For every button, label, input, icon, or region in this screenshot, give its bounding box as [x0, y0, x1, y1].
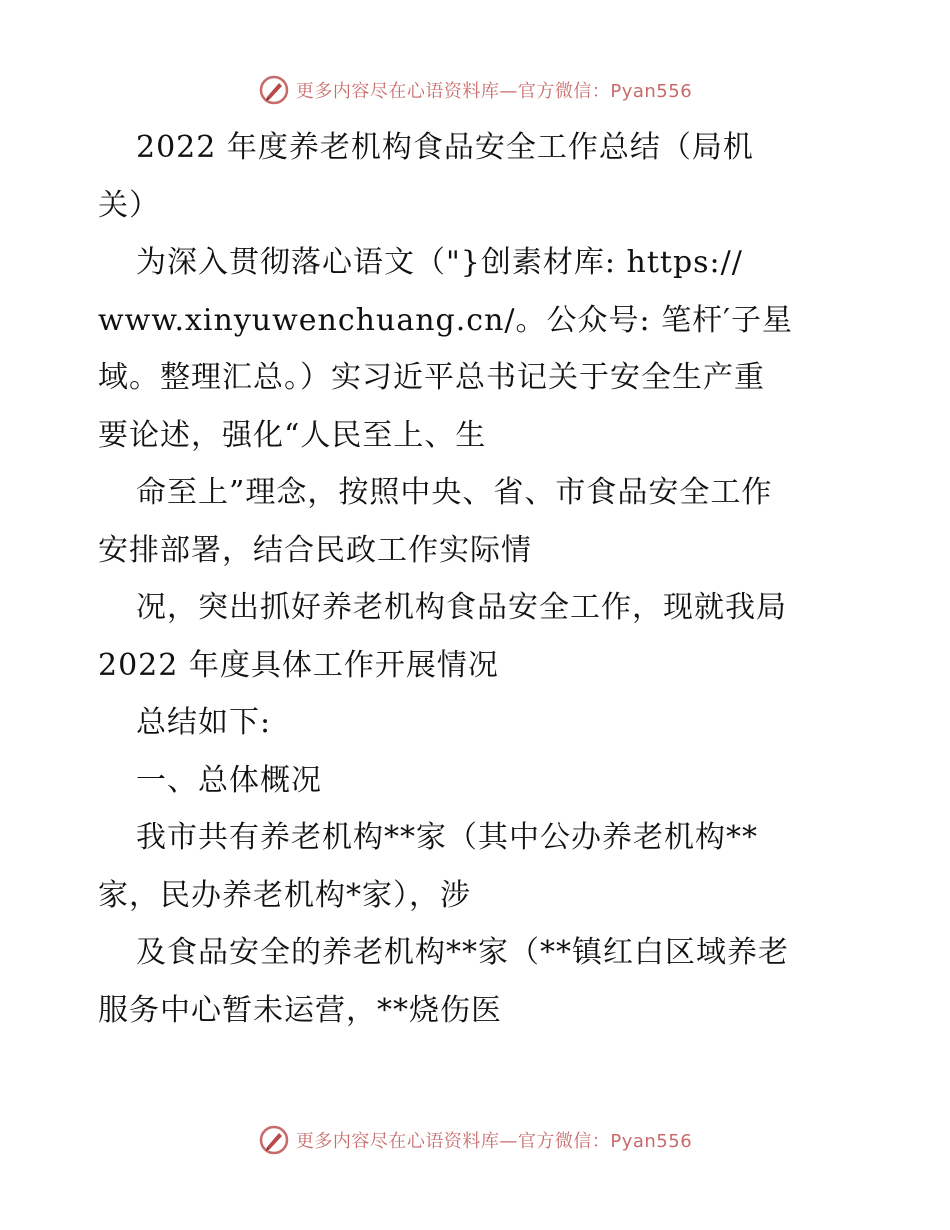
doc-line: 关）: [98, 187, 160, 223]
doc-line: 我市共有养老机构**家（其中公办养老机构**: [136, 820, 758, 855]
header-watermark-text: 更多内容尽在心语资料库—官方微信：Pyan556: [295, 81, 693, 102]
doc-line: 家，民办养老机构*家），涉: [98, 877, 471, 913]
pen-logo-icon: [258, 74, 290, 106]
footer-watermark-banner: [0, 1120, 950, 1160]
doc-line: 2022 年度养老机构食品安全工作总结（局机: [136, 130, 754, 165]
header-watermark-banner: [0, 70, 950, 110]
doc-line: 为深入贯彻落心语文（"}创素材库: https://: [136, 245, 743, 280]
doc-line: 总结如下:: [136, 705, 272, 740]
pen-logo-icon: [258, 1124, 290, 1156]
doc-line: www.xinyuwenchuang.cn/。公众号: 笔杆′子星: [98, 302, 793, 338]
doc-line: 况，突出抓好养老机构食品安全工作，现就我局: [136, 590, 787, 625]
doc-line: 安排部署，结合民政工作实际情: [98, 532, 532, 568]
footer-watermark-text: 更多内容尽在心语资料库—官方微信：Pyan556: [295, 1131, 693, 1152]
section-heading: 一、总体概况: [136, 762, 322, 798]
doc-line: 域。整理汇总。）实习近平总书记关于安全生产重: [98, 360, 765, 395]
doc-line: 服务中心暂未运营，**烧伤医: [98, 992, 502, 1028]
doc-line: 命至上”理念，按照中央、省、市食品安全工作: [136, 475, 773, 510]
document-body: [98, 125, 858, 1045]
doc-line: 及食品安全的养老机构**家（**镇红白区域养老: [136, 935, 789, 970]
doc-line: 要论述，强化“人民至上、生: [98, 417, 487, 453]
doc-line: 2022 年度具体工作开展情况: [98, 647, 499, 683]
